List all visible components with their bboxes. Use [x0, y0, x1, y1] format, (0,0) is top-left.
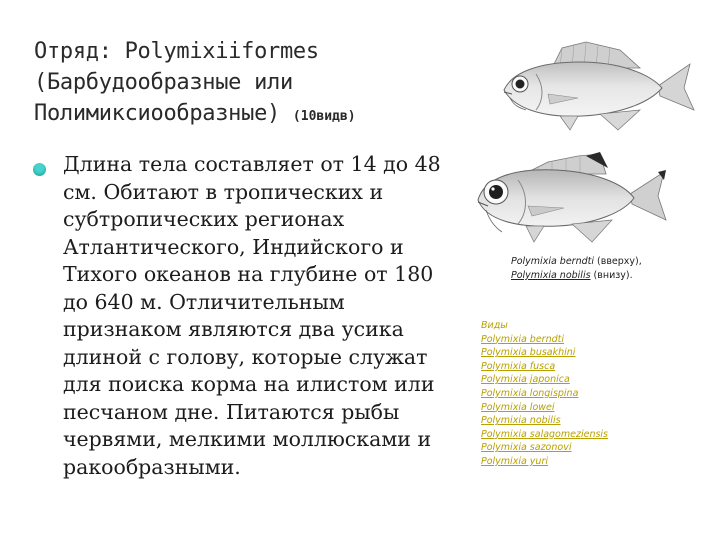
title-line-2: (Барбудообразные или — [34, 70, 293, 95]
title-line-1: Отряд: Polymixiiformes — [34, 39, 319, 64]
species-link[interactable]: Polymixia fusca — [481, 360, 556, 372]
species-link[interactable]: Polymixia yuri — [481, 455, 548, 467]
bullet-dot-icon — [33, 163, 46, 176]
body-line: до 640 м. Отличительным — [63, 289, 345, 314]
caption-species-2[interactable]: Polymixia nobilis — [511, 270, 591, 281]
species-list-heading: Виды — [481, 320, 508, 331]
species-link[interactable]: Polymixia longispina — [481, 387, 579, 399]
body-paragraph — [63, 151, 473, 481]
fish-berndti-illustration — [490, 38, 705, 138]
caption-species-1: Polymixia berndti — [511, 256, 594, 267]
species-link[interactable]: Polymixia japonica — [481, 374, 570, 386]
species-link[interactable]: Polymixia busakhini — [481, 347, 576, 359]
body-line: длиной с голову, которые служат — [63, 344, 428, 369]
caption-position-2: (внизу). — [590, 270, 633, 281]
body-line: субтропических регионах — [63, 207, 345, 231]
species-link[interactable]: Polymixia berndti — [481, 333, 564, 345]
body-line: Атлантического, Индийского и — [63, 234, 404, 259]
fish-caption — [511, 255, 716, 283]
species-link[interactable]: Polymixia lowei — [481, 401, 555, 413]
body-line: см. Обитают в тропических и — [63, 179, 384, 204]
caption-position-1: (вверху), — [594, 256, 642, 267]
body-line: песчаном дне. Питаются рыбы — [63, 399, 400, 424]
title-line-3 — [34, 98, 504, 132]
species-count: (10видв) — [292, 109, 356, 124]
caption-line-1 — [511, 255, 716, 269]
title-line-3-text: Полимиксиообразные) — [34, 101, 280, 126]
species-list — [481, 319, 711, 469]
body-line: ракообразными. — [63, 454, 241, 479]
species-link[interactable]: Polymixia nobilis — [481, 415, 561, 427]
slide-title — [34, 36, 504, 132]
body-line: червями, мелкими моллюсками и — [63, 427, 432, 451]
body-line: признаком являются два усика — [63, 317, 404, 341]
fish-nobilis-illustration — [468, 148, 673, 248]
species-link[interactable]: Polymixia salagomeziensis — [481, 428, 609, 440]
body-line: для поиска корма на илистом или — [63, 372, 435, 396]
body-line: Тихого океанов на глубине от 180 — [63, 262, 434, 286]
body-line: Длина тела составляет от 14 до 48 — [63, 152, 441, 176]
species-link[interactable]: Polymixia sazonovi — [481, 442, 572, 454]
caption-line-2 — [511, 269, 716, 283]
